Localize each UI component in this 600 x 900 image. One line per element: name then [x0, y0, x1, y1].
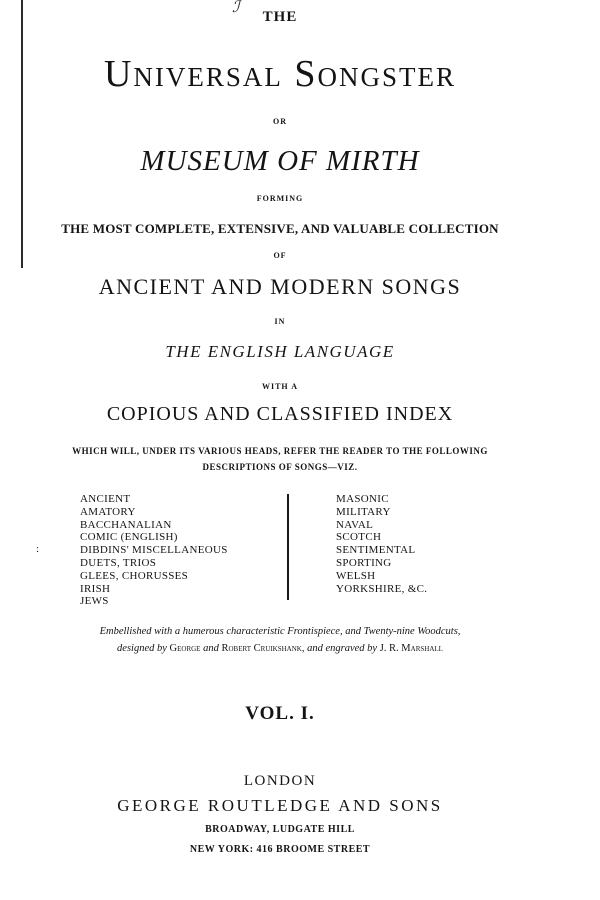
category-item: JEWS — [80, 595, 109, 608]
imprint-new-york: NEW YORK: 416 BROOME STREET — [189, 844, 371, 855]
embellishment-line-1: Embellished with a humerous characteristic Frontispiece, and Twenty-nine Woodcuts, — [99, 626, 461, 637]
connector-of: OF — [273, 251, 287, 260]
imprint-address: BROADWAY, LUDGATE HILL — [205, 824, 355, 835]
top-flourish-mark: ℐ — [232, 0, 240, 16]
category-item: COMIC (ENGLISH) — [80, 531, 178, 544]
refer-line-1: WHICH WILL, UNDER ITS VARIOUS HEADS, REFER THE READER TO THE FOLLOWING — [72, 446, 488, 456]
category-divider — [287, 494, 289, 600]
category-list-right — [336, 493, 427, 595]
imprint-publisher: GEORGE ROUTLEDGE AND SONS — [117, 796, 443, 815]
margin-dot-mark: : — [36, 543, 40, 555]
collection-description: THE MOST COMPLETE, EXTENSIVE, AND VALUABLE COLLECTION — [61, 221, 499, 236]
category-item: WELSH — [336, 569, 376, 582]
title-article: THE — [262, 9, 298, 25]
category-item: IRISH — [80, 582, 111, 595]
category-item: SPORTING — [336, 556, 392, 569]
category-item: DIBDINS' MISCELLANEOUS — [80, 544, 228, 557]
category-item: NAVAL — [336, 518, 374, 531]
connector-with-a: WITH A — [261, 382, 298, 391]
volume-number: VOL. I. — [245, 703, 315, 724]
category-item: GLEES, CHORUSSES — [80, 569, 189, 582]
connector-or: OR — [273, 117, 287, 126]
engraved-by-text: and engraved by — [307, 643, 378, 654]
artist-george: George — [169, 643, 201, 654]
category-item: DUETS, TRIOS — [80, 556, 157, 569]
artist-robert: Robert Cruikshank, — [221, 643, 305, 654]
category-item: MILITARY — [336, 505, 391, 518]
category-item: YORKSHIRE, &C. — [336, 582, 428, 595]
category-item: SENTIMENTAL — [336, 544, 416, 557]
category-item: ANCIENT — [80, 493, 131, 505]
index-heading: COPIOUS AND CLASSIFIED INDEX — [106, 403, 454, 425]
refer-line-2: DESCRIPTIONS OF SONGS—VIZ. — [202, 462, 358, 472]
category-item: BACCHANALIAN — [80, 518, 172, 531]
designed-by-text: designed by — [117, 643, 167, 654]
main-title: Universal Songster — [103, 53, 457, 95]
and-text: and — [203, 643, 219, 654]
imprint-city: LONDON — [243, 773, 317, 789]
category-list-left — [80, 493, 228, 608]
language-heading: THE ENGLISH LANGUAGE — [165, 342, 395, 361]
connector-forming: FORMING — [256, 194, 304, 203]
engraver-marshall: J. R. Marshall — [379, 643, 443, 654]
category-item: SCOTCH — [336, 531, 382, 544]
category-item: MASONIC — [336, 493, 389, 505]
songs-heading: ANCIENT AND MODERN SONGS — [98, 274, 462, 299]
embellishment-line-2 — [0, 643, 560, 654]
connector-in: IN — [274, 317, 286, 326]
category-item: AMATORY — [80, 505, 136, 518]
subtitle: MUSEUM OF MIRTH — [140, 145, 420, 177]
